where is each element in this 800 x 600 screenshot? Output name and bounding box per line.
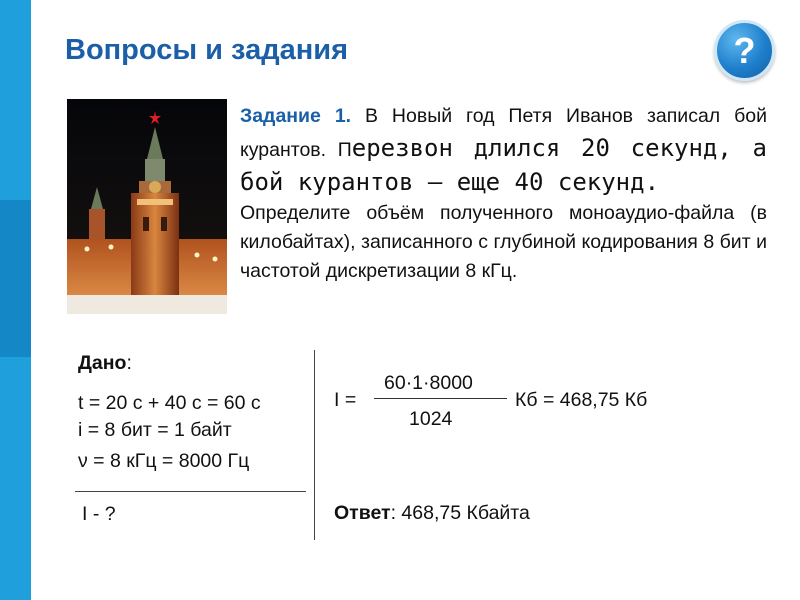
- given-divider: [75, 491, 306, 492]
- side-accent-band: [0, 200, 31, 357]
- given-line-time: t = 20 с + 40 с = 60 с: [78, 392, 261, 414]
- question-mark-icon: ?: [733, 30, 756, 71]
- find-unknown: I - ?: [82, 503, 116, 525]
- task-emphasis: ерезвон длился 20 секунд, а бой курантов – еще 40 секунд.: [240, 134, 767, 196]
- task-statement: [240, 102, 767, 286]
- given-line-frequency: ν = 8 кГц = 8000 Гц: [78, 450, 250, 472]
- side-accent-bar: [0, 0, 31, 600]
- formula-lhs: I =: [334, 389, 357, 411]
- fraction-bar: [374, 398, 507, 399]
- given-line-depth: i = 8 бит = 1 байт: [78, 419, 232, 441]
- formula-numerator: 60·1·8000: [384, 372, 473, 394]
- task-label: Задание 1.: [240, 105, 352, 127]
- kremlin-tower-photo: [67, 99, 227, 314]
- slide-title: Вопросы и задания: [65, 34, 349, 66]
- task-paragraph: [240, 102, 767, 199]
- answer-label: Ответ: [334, 502, 391, 524]
- given-colon: :: [126, 352, 132, 374]
- formula-rhs: Кб = 468,75 Кб: [515, 389, 648, 411]
- answer-block: [334, 502, 530, 525]
- answer-value: 468,75 Кбайта: [396, 502, 530, 524]
- solution-divider: [314, 350, 315, 540]
- given-block: [78, 350, 261, 472]
- help-button[interactable]: [714, 20, 775, 81]
- given-label: Дано: [78, 352, 127, 374]
- formula-denominator: 1024: [409, 408, 453, 430]
- task-intro: В Новый год Петя Иванов записал бой курантов. П: [240, 105, 767, 161]
- answer-colon: :: [390, 502, 397, 524]
- task-question: Определите объём полученного моноаудио-файла (в килобайтах), записанного с глубиной кодирования 8 бит и частотой дискретизации 8 кГц.: [240, 202, 767, 282]
